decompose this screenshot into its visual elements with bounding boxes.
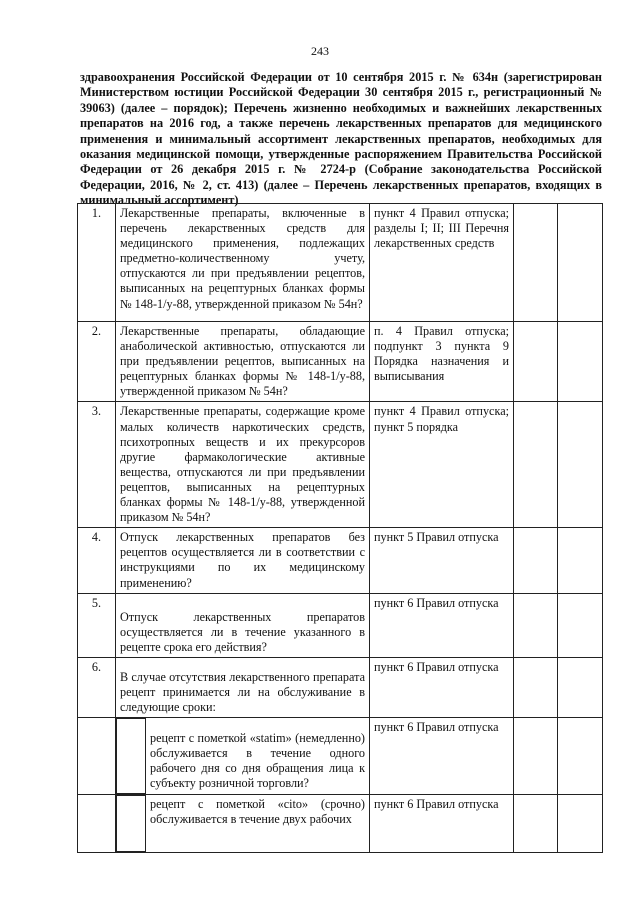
row-number: 4.: [78, 528, 116, 593]
answer-cell-yes[interactable]: [514, 402, 558, 528]
answer-cell-yes[interactable]: [514, 794, 558, 852]
row-question-text: Отпуск лекарственных препаратов осуществляется ли в течение указанного в рецепте срока его действия?: [120, 609, 365, 654]
answer-cell-no[interactable]: [558, 718, 603, 794]
answer-cell-no[interactable]: [558, 322, 603, 402]
answer-cell-yes[interactable]: [514, 657, 558, 717]
row-question: Лекарственные препараты, включенные в перечень лекарственных средств для медицинского применения, подлежащих предметно-количественному учету, отпускаются ли при предъявлении рецептов, выписанных на рецептурных бланках формы № 148-1/у-88, утвержденной приказом № 54н?: [116, 204, 370, 322]
row-number: 1.: [78, 204, 116, 322]
answer-cell-no[interactable]: [558, 528, 603, 593]
row-reference: п. 4 Правил отпуска; подпункт 3 пункта 9 Порядка назначения и выписывания: [370, 322, 514, 402]
checklist-table: [77, 203, 603, 853]
subrow-question: рецепт с пометкой «cito» (срочно) обслуживается в течение двух рабочих: [146, 795, 370, 851]
table-row: [78, 204, 603, 322]
row-reference: пункт 4 Правил отпуска; разделы I; II; III Перечня лекарственных средств: [370, 204, 514, 322]
table-row: [78, 322, 603, 402]
subrow-reference: пункт 6 Правил отпуска: [370, 794, 514, 852]
subrow-number: [78, 718, 116, 794]
answer-cell-no[interactable]: [558, 794, 603, 852]
subrow-question-cell: [116, 718, 370, 794]
answer-cell-no[interactable]: [558, 402, 603, 528]
page-number: 243: [311, 44, 329, 58]
table-subrow: [78, 794, 603, 852]
row-question: Отпуск лекарственных препаратов без рецептов осуществляется ли в соответствии с инструкциями по их медицинскому применению?: [116, 528, 370, 593]
row-number: 6.: [78, 657, 116, 717]
answer-cell-no[interactable]: [558, 657, 603, 717]
answer-cell-yes[interactable]: [514, 204, 558, 322]
row-question: Лекарственные препараты, обладающие анаболической активностью, отпускаются ли при предъявлении рецептов, выписанных на рецептурных бланках формы № 148-1/у-88, утвержденной приказом № 54н?: [116, 322, 370, 402]
table-row: [78, 402, 603, 528]
answer-cell-yes[interactable]: [514, 322, 558, 402]
subrow-number: [78, 794, 116, 852]
subrow-reference: пункт 6 Правил отпуска: [370, 718, 514, 794]
table-row: [78, 528, 603, 593]
row-question-text: В случае отсутствия лекарственного препарата рецепт принимается ли на обслуживание в следующие сроки:: [120, 669, 365, 715]
answer-cell-yes[interactable]: [514, 528, 558, 593]
row-number: 2.: [78, 322, 116, 402]
row-number: 3.: [78, 402, 116, 528]
answer-cell-no[interactable]: [558, 593, 603, 657]
answer-cell-no[interactable]: [558, 204, 603, 322]
row-question: Лекарственные препараты, содержащие кроме малых количеств наркотических средств, психотропных веществ и их прекурсоров другие фармакологические активные вещества, отпускаются ли при предъявлении рецептов, выписанных на рецептурных бланках формы № 148-1/у-88, утвержденной приказом № 54н?: [116, 402, 370, 528]
row-question: [116, 593, 370, 657]
row-reference: пункт 6 Правил отпуска: [370, 657, 514, 717]
row-question: [116, 657, 370, 717]
intro-text: здравоохранения Российской Федерации от 10 сентября 2015 г. № 634н (зарегистрирован Министерством юстиции Российской Федерации 30 сентября 2015 г., регистрационный № 39063) (далее – порядок); Перечень жизненно необходимых и важнейших лекарственных препаратов на 2016 год, а также перечень лекарственных препаратов для медицинского применения и минимальный ассортимент лекарственных препаратов, необходимых для оказания медицинской помощи, утвержденные распоряжением Правительства Российской Федерации от 26 декабря 2015 г. № 2724-р (Собрание законодательства Российской Федерации, 2016, № 2, ст. 413) (далее – Перечень лекарственных препаратов, входящих в минимальный ассортимент): [80, 70, 602, 208]
row-reference: пункт 4 Правил отпуска; пункт 5 порядка: [370, 402, 514, 528]
row-reference: пункт 6 Правил отпуска: [370, 593, 514, 657]
subrow-question-text: рецепт с пометкой «statim» (немедленно) обслуживается в течение одного рабочего дня со дня обращения лица к субъекту розничной торговли?: [150, 730, 365, 790]
row-reference: пункт 5 Правил отпуска: [370, 528, 514, 593]
answer-cell-yes[interactable]: [514, 593, 558, 657]
table-row: [78, 657, 603, 717]
answer-cell-yes[interactable]: [514, 718, 558, 794]
table-subrow: [78, 718, 603, 794]
subrow-question: [146, 719, 370, 793]
subrow-question-cell: [116, 794, 370, 852]
table-row: [78, 593, 603, 657]
row-number: 5.: [78, 593, 116, 657]
